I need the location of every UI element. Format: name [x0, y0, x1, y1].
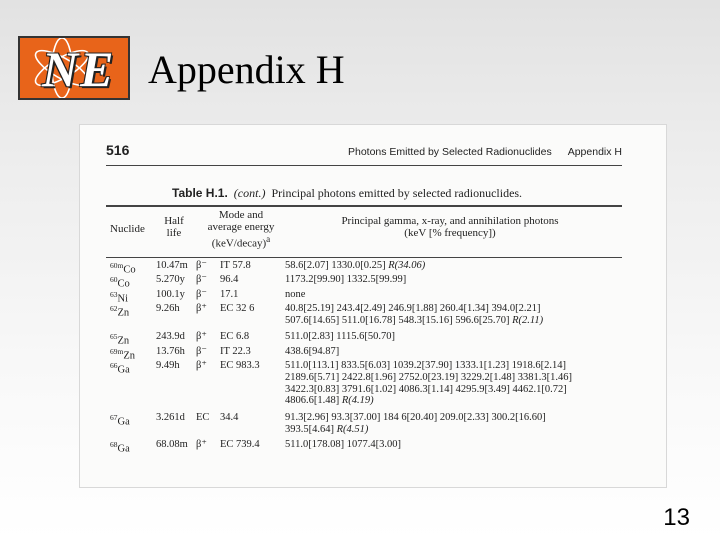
photon-line: 58.6[2.07] 1330.0[0.25] R(34.06)	[285, 260, 426, 271]
half-life-cell: 10.47m	[156, 260, 188, 271]
half-life-cell: 243.9d	[156, 331, 185, 343]
decay-mode-cell: β⁺	[196, 302, 207, 314]
photons-cell	[285, 274, 630, 286]
decay-mode-cell: β⁻	[196, 288, 207, 300]
header-nuclide: Nuclide	[110, 223, 145, 235]
table-row	[110, 288, 630, 305]
photon-line: 3422.3[0.83] 3791.6[1.02] 4086.3[1.14] 4295.9[3.49] 4462.1[0.72]	[285, 383, 567, 395]
nuclide-element: Co	[117, 278, 130, 290]
table-body	[110, 260, 630, 455]
nuclide-cell	[110, 412, 130, 428]
header-half-life	[156, 215, 192, 239]
photon-ref: R(34.06)	[388, 260, 426, 271]
photon-ref: R(4.19)	[341, 395, 374, 407]
header-mode-line3	[198, 233, 284, 250]
header-rule	[106, 165, 622, 166]
photons-cell	[285, 289, 630, 301]
header-mode-units: (keV/decay)	[211, 237, 267, 250]
table-row	[110, 360, 630, 407]
nuclide-mass: 67	[110, 413, 118, 423]
half-life-cell: 13.76h	[156, 345, 185, 357]
nuclide-element: Zn	[117, 335, 130, 347]
nuclide-element: Ga	[117, 443, 130, 455]
half-life-cell: 5.270y	[156, 274, 185, 286]
nuclide-mass: 62	[110, 303, 118, 313]
header-mode-line2: average energy	[207, 221, 275, 233]
running-head-section: Appendix H	[567, 146, 622, 158]
table-caption	[172, 186, 522, 201]
mode-energy-cell: IT 57.8	[220, 260, 251, 271]
photon-line: 40.8[25.19] 243.4[2.49] 246.9[1.88] 260.4[1.34] 394.0[2.21]	[285, 302, 541, 314]
half-life-cell: 3.261d	[156, 412, 185, 424]
photons-cell	[285, 360, 630, 407]
header-mode	[198, 209, 284, 250]
table-row	[110, 303, 630, 327]
decay-mode-cell: β⁺	[196, 331, 207, 343]
photons-cell	[285, 439, 630, 451]
nuclide-mass: 69m	[110, 346, 124, 356]
table-row	[110, 274, 630, 290]
nuclide-element: Ga	[117, 364, 130, 376]
table-top-rule	[106, 205, 622, 207]
header-mode-line1: Mode and	[218, 209, 264, 221]
nuclide-element: Ni	[117, 293, 128, 305]
nuclide-cell	[110, 360, 130, 376]
header-half-life-line2: life	[166, 227, 182, 239]
nuclide-cell	[110, 303, 129, 319]
photon-line: 511.0[113.1] 833.5[6.03] 1039.2[37.90] 1333.1[1.23] 1918.6[2.14]	[285, 360, 566, 372]
nuclide-mass: 60m	[110, 261, 124, 270]
table-cont: (cont.)	[233, 186, 266, 200]
half-life-cell: 68.08m	[156, 439, 188, 451]
photons-cell	[285, 412, 630, 436]
mode-energy-cell: EC 739.4	[220, 439, 260, 451]
nuclide-element: Co	[123, 264, 136, 276]
header-bottom-rule	[106, 257, 622, 258]
photon-line: 4806.6[1.48] R(4.19)	[285, 395, 374, 407]
slide-page-number: 13	[663, 504, 690, 531]
table-row	[110, 331, 630, 347]
nuclide-mass: 68	[110, 440, 118, 450]
mode-energy-cell: 34.4	[220, 412, 239, 424]
photons-cell	[285, 260, 630, 272]
nuclide-mass: 60	[110, 275, 118, 285]
table-label: Table H.1.	[172, 186, 228, 200]
photon-ref: R(2.11)	[512, 314, 544, 326]
half-life-cell: 9.26h	[156, 302, 180, 314]
photon-line: 507.6[14.65] 511.0[16.78] 548.3[15.16] 596.6[25.70] R(2.11)	[285, 314, 544, 326]
photon-ref: R(4.51)	[336, 424, 369, 436]
table-row	[110, 345, 630, 362]
decay-mode-cell: β⁻	[196, 345, 207, 357]
photons-cell	[285, 303, 630, 327]
table-row	[110, 260, 630, 276]
photon-line: none	[285, 288, 306, 300]
nuclide-element: Zn	[123, 350, 136, 362]
table-row	[110, 412, 630, 436]
logo-letters: NE	[42, 41, 116, 97]
photon-line: 91.3[2.96] 93.3[37.00] 184 6[20.40] 209.0[2.33] 300.2[16.60]	[285, 412, 546, 424]
scanned-table-page	[80, 125, 666, 487]
running-head	[348, 146, 622, 158]
header-photons	[312, 215, 588, 239]
ne-logo	[18, 36, 130, 100]
decay-mode-cell: β⁻	[196, 274, 207, 286]
nuclide-mass: 65	[110, 332, 118, 342]
photons-cell	[285, 346, 630, 358]
half-life-cell: 9.49h	[156, 360, 180, 372]
photon-line: 1173.2[99.90] 1332.5[99.99]	[285, 274, 407, 286]
decay-mode-cell: EC	[196, 412, 210, 424]
table-caption-text: Principal photons emitted by selected radionuclides.	[271, 186, 523, 200]
table-row	[110, 439, 630, 455]
mode-energy-cell: EC 6.8	[220, 331, 250, 343]
photon-line: 438.6[94.87]	[285, 345, 340, 357]
header-photons-line1: Principal gamma, x-ray, and annihilation photons	[341, 215, 559, 227]
nuclide-mass: 63	[110, 289, 118, 299]
header-photons-line2: (keV [% frequency])	[404, 227, 496, 239]
decay-mode-cell: β⁺	[196, 439, 207, 451]
decay-mode-cell: β⁺	[196, 360, 207, 372]
mode-energy-cell: 96.4	[220, 274, 239, 286]
half-life-cell: 100.1y	[156, 288, 185, 300]
mode-energy-cell: EC 983.3	[220, 360, 260, 372]
photon-line: 511.0[178.08] 1077.4[3.00]	[285, 439, 401, 451]
photons-cell	[285, 331, 630, 343]
slide-title: Appendix H	[148, 47, 345, 92]
mode-energy-cell: 17.1	[220, 288, 239, 300]
header-half-life-line1: Half	[164, 215, 184, 227]
photon-line: 2189.6[5.71] 2422.8[1.96] 2752.0[23.19] 3229.2[1.48] 3381.3[1.46]	[285, 371, 572, 383]
decay-mode-cell: β⁻	[196, 260, 207, 271]
mode-energy-cell: IT 22.3	[220, 345, 251, 357]
header-mode-footnote: a	[266, 234, 271, 244]
running-head-title: Photons Emitted by Selected Radionuclides	[347, 146, 552, 158]
photon-line: 393.5[4.64] R(4.51)	[285, 424, 369, 436]
nuclide-cell	[110, 439, 130, 455]
nuclide-mass: 66	[110, 361, 118, 371]
photon-line: 511.0[2.83] 1115.6[50.70]	[285, 331, 395, 343]
nuclide-element: Zn	[117, 307, 130, 319]
book-page-number: 516	[106, 142, 130, 158]
nuclide-element: Ga	[117, 416, 130, 428]
mode-energy-cell: EC 32 6	[220, 302, 255, 314]
